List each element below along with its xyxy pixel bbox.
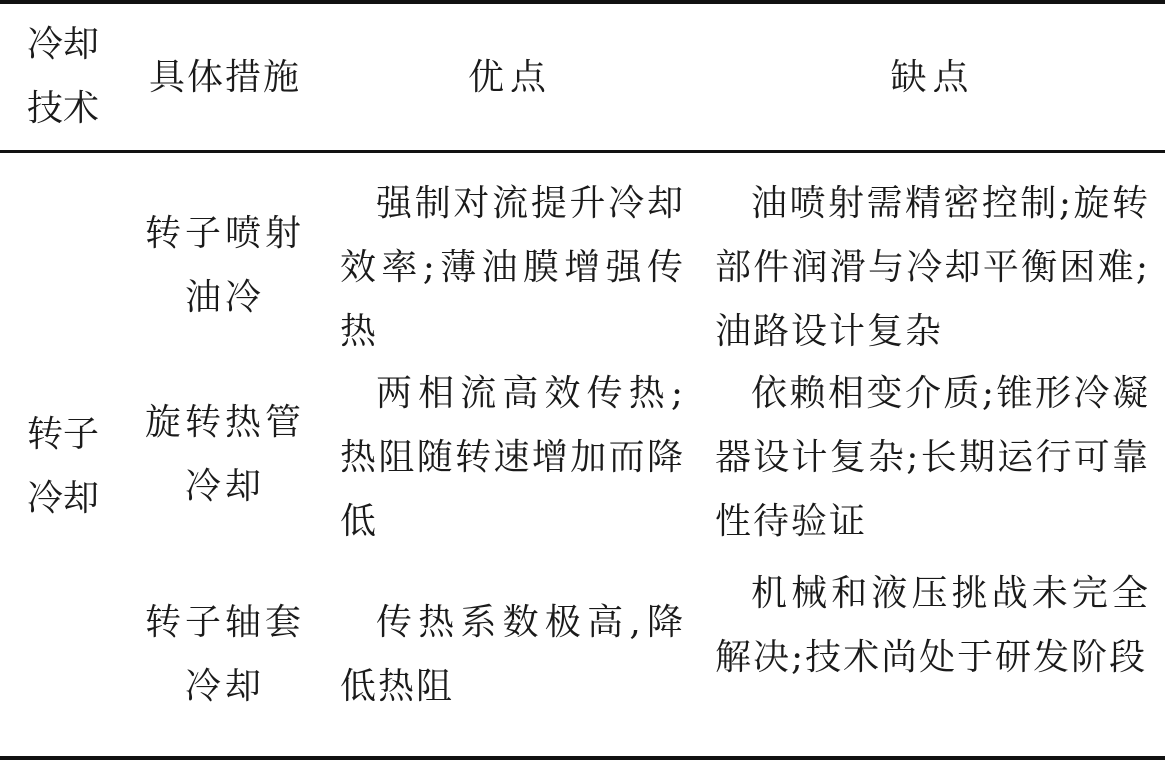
table-header-rule bbox=[0, 150, 1165, 153]
disadvantage-rotor-sleeve-cooling: 机械和液压挑战未完全解决;技术尚处于研发阶段 bbox=[715, 573, 1150, 678]
disadvantage-rotating-heat-pipe-cooling: 依赖相变介质;锥形冷凝器设计复杂;长期运行可靠性待验证 bbox=[715, 373, 1150, 542]
group-rotor-cooling: 转子冷却 bbox=[26, 414, 99, 519]
advantage-rotating-heat-pipe-cooling: 两相流高效传热;热阻随转速增加而降低 bbox=[340, 373, 685, 542]
header-cooling-technology: 冷却技术 bbox=[26, 24, 99, 129]
disadvantage-rotor-spray-oil-cooling: 油喷射需精密控制;旋转部件润滑与冷却平衡困难;油路设计复杂 bbox=[715, 183, 1150, 352]
measure-rotor-spray-oil-cooling: 转子喷射油冷 bbox=[144, 213, 305, 318]
table-top-rule bbox=[0, 0, 1165, 4]
header-advantages: 优点 bbox=[467, 57, 552, 98]
advantage-rotor-sleeve-cooling: 传热系数极高,降低热阻 bbox=[340, 602, 685, 707]
measure-rotor-sleeve-cooling: 转子轴套冷却 bbox=[144, 602, 305, 707]
table-bottom-rule bbox=[0, 756, 1165, 760]
header-disadvantages: 缺点 bbox=[890, 57, 975, 98]
header-specific-measures: 具体措施 bbox=[148, 57, 301, 98]
advantage-rotor-spray-oil-cooling: 强制对流提升冷却效率;薄油膜增强传热 bbox=[340, 183, 685, 352]
measure-rotating-heat-pipe-cooling: 旋转热管冷却 bbox=[144, 402, 305, 507]
